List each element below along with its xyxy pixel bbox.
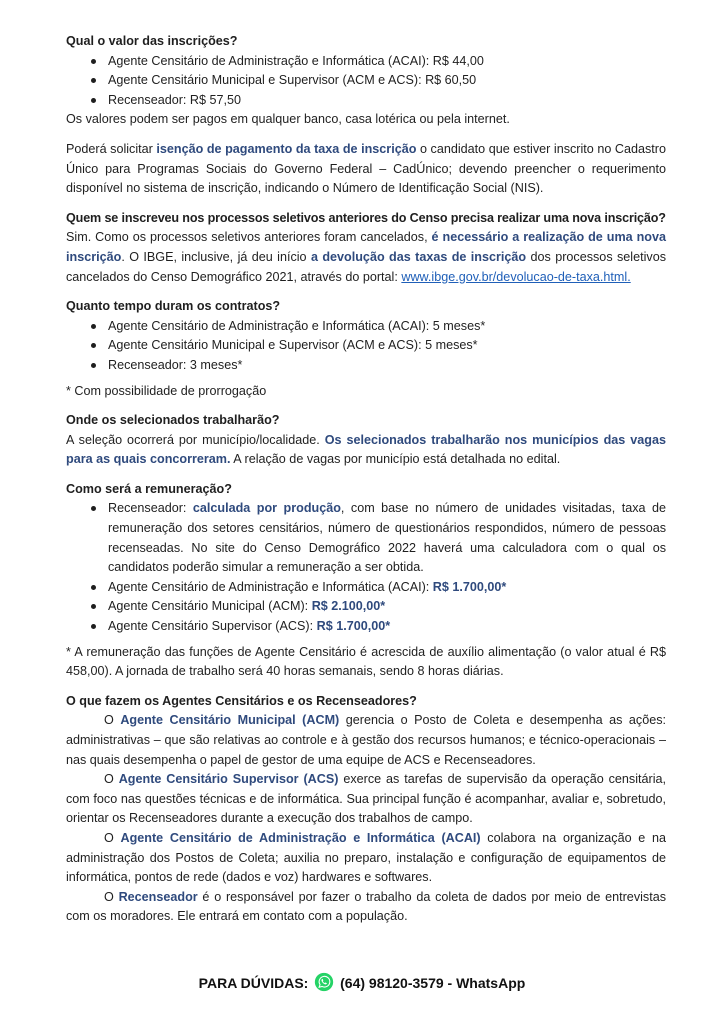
list-item: Agente Censitário de Administração e Informática (ACAI): 5 meses* <box>66 317 666 337</box>
text: é o responsável por fazer o trabalho da coleta de dados por meio de entrevistas com os moradores. Ele entrará em contato com a população. <box>66 889 667 924</box>
salary-value: R$ 1.700,00* <box>432 579 507 594</box>
role-acai-paragraph <box>66 829 666 888</box>
text: , com base no número de unidades visitadas, taxa de remuneração dos setores censitários, número de questionários respondidos, número de pessoas recenseadas. No site do Censo Demográfico 2022 haverá uma calculadora com o qual os candidatos poderão simular a remuneração a ser obtida. <box>108 501 666 575</box>
list-item: Agente Censitário Municipal e Supervisor (ACM e ACS): R$ 60,50 <box>66 71 666 91</box>
role-acs-paragraph <box>66 770 666 829</box>
whatsapp-icon <box>314 972 334 992</box>
text: Agente Censitário de Administração e Informática (ACAI): <box>108 579 433 594</box>
text: O <box>104 889 119 904</box>
role-recenseador-paragraph <box>66 888 666 927</box>
fees-note: Os valores podem ser pagos em qualquer banco, casa lotérica ou pela internet. <box>66 112 510 127</box>
work-heading: Onde os selecionados trabalharão? <box>66 413 280 428</box>
refund-link[interactable]: www.ibge.gov.br/devolucao-de-taxa.html. <box>401 269 631 284</box>
text: o candidato que estiver inscrito no Cadastro Único para Programas Sociais do Governo Federal – CadÚnico; devendo preencher o requerimento disponível no sistema de inscrição, indicando o Número de Identificação Social (NIS). <box>66 141 667 196</box>
highlight-text: Agente Censitário Municipal (ACM) <box>120 713 340 728</box>
text: exerce as tarefas de supervisão da operação censitária, com foco nas questões técnicas e de informática. Sua principal função é acompanhar, avaliar e, sobretudo, orientar os Recenseadores durante a execução dos trabalhos de campo. <box>66 772 666 826</box>
highlight-text: calculada por produção <box>192 501 341 516</box>
pay-heading: Como será a remuneração? <box>66 481 232 496</box>
previous-heading: Quem se inscreveu nos processos seletivos anteriores do Censo precisa realizar uma nova inscrição? <box>66 210 666 225</box>
fees-list <box>66 52 666 111</box>
text: Poderá solicitar <box>66 141 157 156</box>
highlight-text: Recenseador <box>118 889 198 904</box>
text: A seleção ocorrerá por município/localidade. <box>66 432 325 447</box>
text: gerencia o Posto de Coleta e desempenha as ações: administrativas – que são relativas ao controle e à gestão dos recursos humanos; e técnico-operacionais – nas quais desempenha o papel de gestor de uma equipe de ACS e Recenseadores. <box>66 713 667 767</box>
text: O <box>104 772 119 787</box>
salary-value: R$ 2.100,00* <box>311 599 386 614</box>
list-item <box>66 617 666 637</box>
highlight-text: Agente Censitário Supervisor (ACS) <box>118 772 339 787</box>
salary-value: R$ 1.700,00* <box>316 619 391 634</box>
list-item: Agente Censitário de Administração e Informática (ACAI): R$ 44,00 <box>66 52 666 72</box>
footer-label: PARA DÚVIDAS: <box>198 975 309 991</box>
list-item: Recenseador: R$ 57,50 <box>66 91 666 111</box>
text: colabora na organização e na administração dos Postos de Coleta; auxilia no preparo, instalação e configuração de equipamentos de informática, pontos de rede (dados e voz) hardwares e softwares. <box>66 830 666 885</box>
footer-phone[interactable]: (64) 98120-3579 - WhatsApp <box>340 975 526 991</box>
text: Agente Censitário Municipal (ACM): <box>108 599 312 614</box>
pay-note: * A remuneração das funções de Agente Censitário é acrescida de auxílio alimentação (o valor atual é R$ 458,00). A jornada de trabalho será 40 horas semanais, sendo 8 horas diárias. <box>66 644 666 679</box>
contracts-list <box>66 317 666 376</box>
contracts-note: * Com possibilidade de prorrogação <box>66 383 267 398</box>
highlight-text: isenção de pagamento da taxa de inscrição <box>156 141 417 156</box>
highlight-text: Os selecionados trabalharão nos municípios das vagas para as quais concorreram. <box>66 432 666 467</box>
pay-list <box>66 499 666 636</box>
list-item <box>66 578 666 598</box>
text: dos processos seletivos cancelados do Censo Demográfico 2021, através do portal: <box>66 249 667 284</box>
document-body <box>66 32 666 927</box>
roles-heading: O que fazem os Agentes Censitários e os Recenseadores? <box>66 693 417 708</box>
fees-heading: Qual o valor das inscrições? <box>66 34 238 48</box>
previous-paragraph <box>66 228 666 287</box>
text: . O IBGE, inclusive, já deu início <box>121 249 311 264</box>
text: O <box>104 713 121 728</box>
text: A relação de vagas por município está detalhada no edital. <box>230 452 561 467</box>
contact-footer <box>0 972 724 994</box>
list-item: Agente Censitário Municipal e Supervisor (ACM e ACS): 5 meses* <box>66 336 666 356</box>
text: Sim. Como os processos seletivos anteriores foram cancelados, <box>66 230 432 245</box>
highlight-text: a devolução das taxas de inscrição <box>310 249 527 264</box>
text: O <box>104 830 121 845</box>
text: Recenseador: <box>108 501 193 516</box>
role-acm-paragraph <box>66 711 666 770</box>
highlight-text: é necessário a realização de uma nova inscrição <box>66 230 666 264</box>
list-item: Recenseador: 3 meses* <box>66 356 666 376</box>
exemption-paragraph <box>66 140 666 199</box>
list-item <box>66 597 666 617</box>
list-item <box>66 499 666 577</box>
highlight-text: Agente Censitário de Administração e Informática (ACAI) <box>120 830 481 845</box>
work-paragraph <box>66 431 666 470</box>
contracts-heading: Quanto tempo duram os contratos? <box>66 299 281 314</box>
text: Agente Censitário Supervisor (ACS): <box>108 619 317 634</box>
